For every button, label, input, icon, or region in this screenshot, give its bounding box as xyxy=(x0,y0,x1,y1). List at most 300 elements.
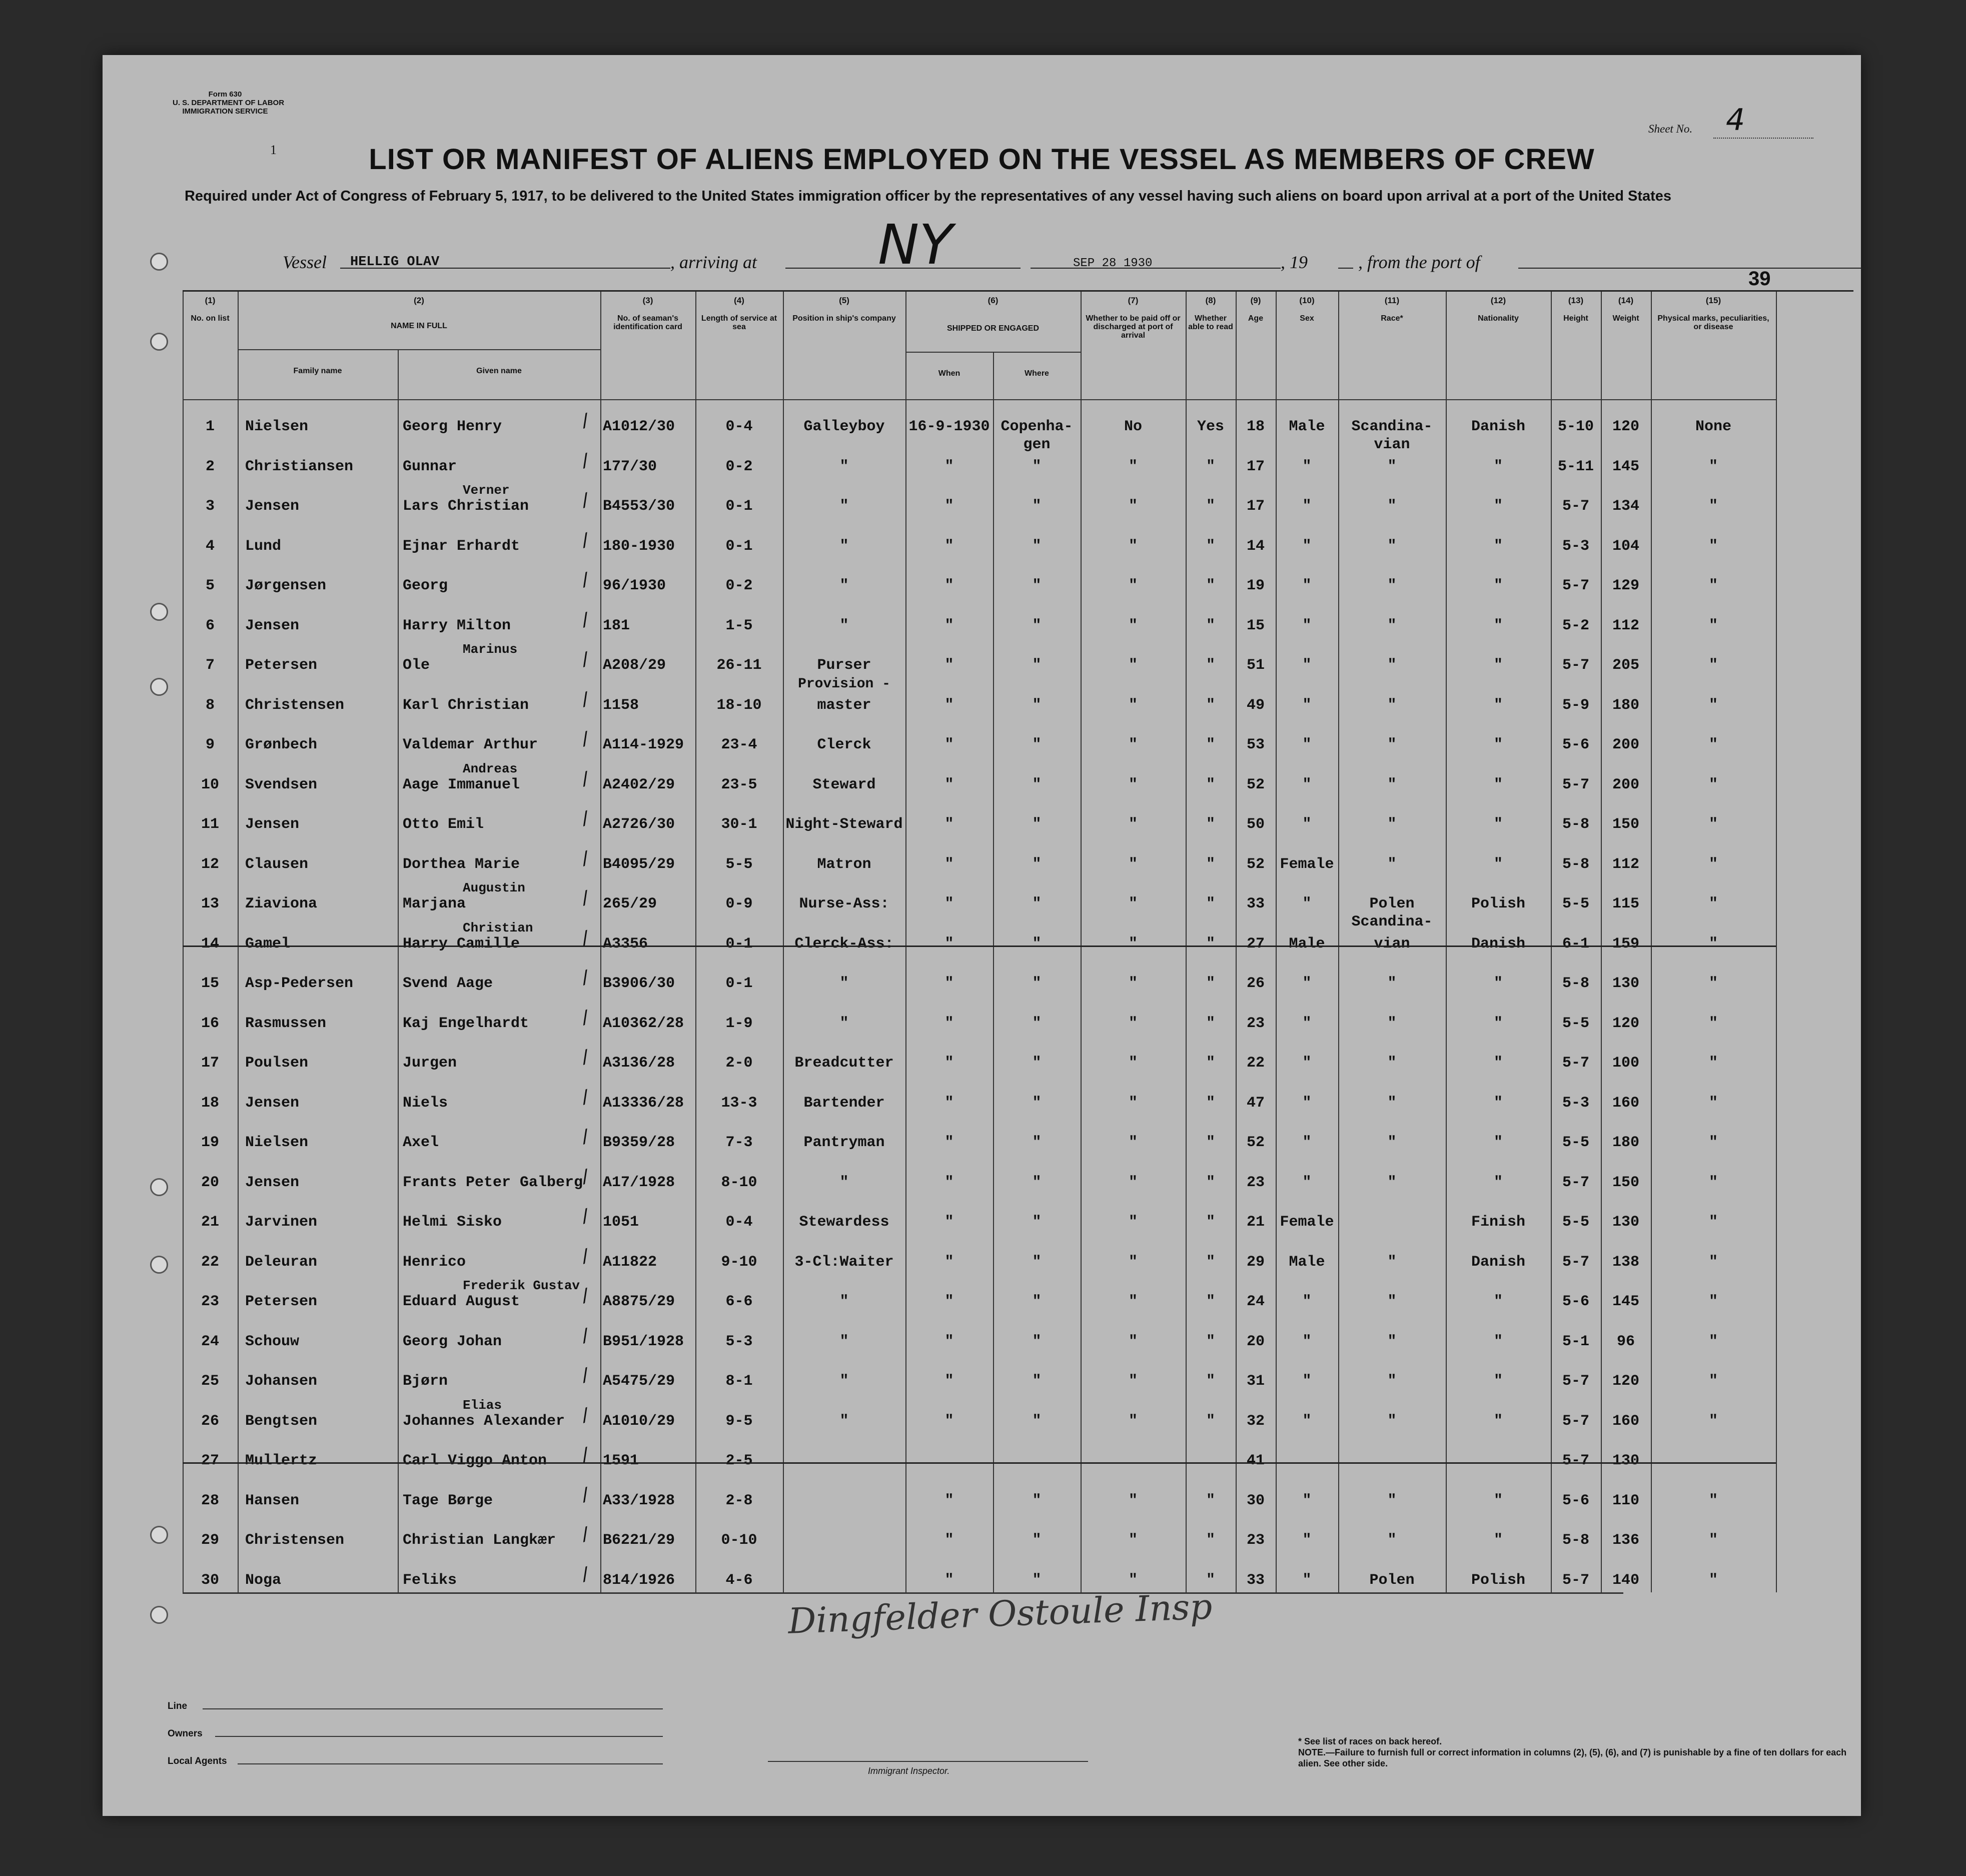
row-nationality: " xyxy=(1493,736,1503,753)
row-weight: 145 xyxy=(1612,1293,1639,1310)
row-age: 20 xyxy=(1246,1333,1265,1350)
row-where: " xyxy=(1032,736,1042,753)
row-when: " xyxy=(944,1094,954,1112)
row-family: Hansen xyxy=(245,1492,300,1509)
row-family: Deleuran xyxy=(245,1253,318,1271)
row-read: " xyxy=(1206,1571,1215,1589)
footer-agents-label: Local Agents xyxy=(168,1756,227,1766)
row-service: 0-2 xyxy=(725,458,753,475)
row-position: " xyxy=(839,458,849,475)
row-service: 23-4 xyxy=(721,736,757,753)
row-marks: " xyxy=(1708,1333,1718,1350)
row-sex: " xyxy=(1302,776,1312,793)
row-marks: " xyxy=(1708,1492,1718,1509)
row-given: Christian Langkær xyxy=(403,1532,556,1549)
row-service: 0-1 xyxy=(725,537,753,555)
row-given: Bjørn xyxy=(403,1373,448,1390)
row-age: 15 xyxy=(1246,617,1265,634)
row-race: Polen xyxy=(1369,1571,1415,1589)
row-family: Gamel xyxy=(245,935,291,953)
row-height: 6-1 xyxy=(1562,935,1589,953)
row-paid: " xyxy=(1128,1094,1138,1112)
row-sex: " xyxy=(1302,816,1312,833)
row-paid: " xyxy=(1128,975,1138,992)
row-marks: " xyxy=(1708,1094,1718,1112)
row-age: 21 xyxy=(1246,1214,1265,1231)
row-race: " xyxy=(1387,577,1397,594)
date-stamp: SEP 28 1930 xyxy=(1073,257,1153,270)
row-nationality: " xyxy=(1493,1333,1503,1350)
row-no: 6 xyxy=(205,617,215,634)
row-read: " xyxy=(1206,1293,1215,1310)
row-age: 50 xyxy=(1246,816,1265,833)
row-when: " xyxy=(944,657,954,674)
name-check-mark: / xyxy=(577,1086,595,1111)
row-weight: 159 xyxy=(1612,935,1639,953)
table-bottom-line xyxy=(183,1592,1623,1594)
row-when: " xyxy=(944,1412,954,1430)
row-height: 5-6 xyxy=(1562,1293,1589,1310)
row-weight: 205 xyxy=(1612,657,1639,674)
row-strikethrough xyxy=(183,946,1776,947)
row-no: 14 xyxy=(201,935,219,953)
row-read: " xyxy=(1206,776,1215,793)
row-service: 0-4 xyxy=(725,418,753,435)
page-title: LIST OR MANIFEST OF ALIENS EMPLOYED ON THE VESSEL AS MEMBERS OF CREW xyxy=(369,143,1595,176)
row-family: Svendsen xyxy=(245,776,318,793)
row-paid: " xyxy=(1128,895,1138,912)
row-paid: " xyxy=(1128,935,1138,953)
row-where: " xyxy=(1032,1174,1042,1191)
row-given: Eduard August xyxy=(403,1293,520,1310)
row-when: " xyxy=(944,895,954,912)
arriving-port: NY xyxy=(878,213,953,277)
row-where: " xyxy=(1032,1253,1042,1271)
row-when: " xyxy=(944,458,954,475)
row-given: Tage Børge xyxy=(403,1492,493,1509)
column-header-c7: Whether to be paid off or discharged at port of arrival xyxy=(1086,314,1181,340)
name-check-mark: / xyxy=(577,1524,595,1548)
column-number: (8) xyxy=(1205,296,1216,305)
row-race: Scandina- xyxy=(1351,418,1433,435)
row-read: " xyxy=(1206,617,1215,634)
column-header-c9: Age xyxy=(1248,314,1264,323)
row-race: " xyxy=(1387,1373,1397,1390)
row-marks: " xyxy=(1708,1214,1718,1231)
row-position: Nurse-Ass: xyxy=(799,895,889,912)
row-no: 24 xyxy=(201,1333,219,1350)
row-position: Clerck-Ass: xyxy=(794,935,894,953)
row-no: 10 xyxy=(201,776,219,793)
row-when: " xyxy=(944,537,954,555)
row-read: " xyxy=(1206,1412,1215,1430)
row-position: " xyxy=(839,1174,849,1191)
row-sex: Female xyxy=(1280,855,1334,873)
row-when: " xyxy=(944,1055,954,1072)
row-nationality: " xyxy=(1493,458,1503,475)
row-family: Asp-Pedersen xyxy=(245,975,354,992)
shipped-when-header: When xyxy=(938,369,960,378)
row-race: " xyxy=(1387,1492,1397,1509)
row-sex: Male xyxy=(1289,935,1325,953)
row-card: 181 xyxy=(603,617,630,634)
row-read: " xyxy=(1206,736,1215,753)
row-paid: " xyxy=(1128,1214,1138,1231)
row-family: Rasmussen xyxy=(245,1015,327,1032)
row-age: 52 xyxy=(1246,776,1265,793)
row-no: 26 xyxy=(201,1412,219,1430)
from-port-line xyxy=(1518,248,1868,269)
row-nationality: " xyxy=(1493,1055,1503,1072)
row-age: 19 xyxy=(1246,577,1265,594)
row-weight: 96 xyxy=(1616,1333,1635,1350)
row-position: Stewardess xyxy=(799,1214,889,1231)
row-where: " xyxy=(1032,1134,1042,1151)
column-header-c11: Race* xyxy=(1381,314,1403,323)
row-sex: " xyxy=(1302,458,1312,475)
row-where: " xyxy=(1032,696,1042,714)
row-where: " xyxy=(1032,1492,1042,1509)
shipped-when-where-divider xyxy=(993,352,994,1592)
column-number: (11) xyxy=(1384,296,1400,305)
row-marks: " xyxy=(1708,895,1718,912)
row-nationality: " xyxy=(1493,1373,1503,1390)
row-card: A8875/29 xyxy=(603,1293,675,1310)
row-no: 23 xyxy=(201,1293,219,1310)
name-check-mark: / xyxy=(577,1563,595,1588)
row-card: B4553/30 xyxy=(603,498,675,515)
vessel-label: Vessel xyxy=(283,252,327,272)
column-number: (9) xyxy=(1250,296,1261,305)
row-read: " xyxy=(1206,1015,1215,1032)
name-check-mark: / xyxy=(577,967,595,992)
row-given: Valdemar Arthur xyxy=(403,736,538,753)
row-when: " xyxy=(944,736,954,753)
row-no: 11 xyxy=(201,816,219,833)
row-paid: No xyxy=(1124,418,1142,435)
row-where: " xyxy=(1032,498,1042,515)
row-marks: " xyxy=(1708,1253,1718,1271)
row-given: Georg Henry xyxy=(403,418,502,435)
row-nationality: " xyxy=(1493,696,1503,714)
row-age: 22 xyxy=(1246,1055,1265,1072)
row-when: " xyxy=(944,1174,954,1191)
row-no: 19 xyxy=(201,1134,219,1151)
row-where: " xyxy=(1032,458,1042,475)
row-card: A1012/30 xyxy=(603,418,675,435)
name-check-mark: / xyxy=(577,569,595,594)
row-nationality: Polish xyxy=(1471,895,1526,912)
row-paid: " xyxy=(1128,1055,1138,1072)
row-position: " xyxy=(839,1015,849,1032)
row-family: Ziaviona xyxy=(245,895,318,912)
row-where: Copenha- xyxy=(1001,418,1073,435)
sheet-number-value: 4 xyxy=(1726,103,1745,138)
row-weight: 115 xyxy=(1612,895,1639,912)
name-check-mark: / xyxy=(577,450,595,475)
row-marks: " xyxy=(1708,1532,1718,1549)
row-card: A114-1929 xyxy=(603,736,684,753)
row-marks: " xyxy=(1708,776,1718,793)
row-where: " xyxy=(1032,895,1042,912)
given-name-header: Given name xyxy=(476,367,522,375)
name-check-mark: / xyxy=(577,768,595,793)
row-card: B6221/29 xyxy=(603,1532,675,1549)
binder-hole xyxy=(150,333,168,351)
column-number: (12) xyxy=(1490,296,1506,305)
row-when: " xyxy=(944,1293,954,1310)
row-when: " xyxy=(944,975,954,992)
row-marks: " xyxy=(1708,577,1718,594)
row-paid: " xyxy=(1128,657,1138,674)
shipped-where-header: Where xyxy=(1025,369,1049,378)
row-card: A13336/28 xyxy=(603,1094,684,1112)
row-sex: " xyxy=(1302,1134,1312,1151)
row-service: 30-1 xyxy=(721,816,757,833)
row-paid: " xyxy=(1128,1532,1138,1549)
row-weight: 140 xyxy=(1612,1571,1639,1589)
row-nationality: " xyxy=(1493,816,1503,833)
row-family: Mullertz xyxy=(245,1452,318,1469)
row-where: " xyxy=(1032,1532,1042,1549)
row-height: 5-7 xyxy=(1562,1055,1589,1072)
row-race: " xyxy=(1387,1094,1397,1112)
row-read: " xyxy=(1206,696,1215,714)
row-service: 5-5 xyxy=(725,855,753,873)
row-weight: 134 xyxy=(1612,498,1639,515)
row-weight: 130 xyxy=(1612,1452,1639,1469)
row-age: 18 xyxy=(1246,418,1265,435)
inspector-signature-line xyxy=(768,1761,1088,1762)
row-no: 20 xyxy=(201,1174,219,1191)
row-given-extra: Verner xyxy=(463,483,510,498)
row-service: 5-3 xyxy=(725,1333,753,1350)
row-card: B951/1928 xyxy=(603,1333,684,1350)
name-subheader-divider xyxy=(238,349,600,350)
row-position: Pantryman xyxy=(803,1134,885,1151)
row-sex: Male xyxy=(1289,418,1325,435)
row-age: 47 xyxy=(1246,1094,1265,1112)
row-position: Clerck xyxy=(817,736,871,753)
row-service: 8-10 xyxy=(721,1174,757,1191)
row-race: " xyxy=(1387,458,1397,475)
row-age: 32 xyxy=(1246,1412,1265,1430)
row-where: " xyxy=(1032,1015,1042,1032)
column-divider xyxy=(238,292,239,1592)
name-check-mark: / xyxy=(577,1126,595,1151)
row-family: Lund xyxy=(245,537,282,555)
row-given: Karl Christian xyxy=(403,696,529,714)
row-card: 265/29 xyxy=(603,895,657,912)
row-no: 4 xyxy=(205,537,215,555)
row-read: " xyxy=(1206,498,1215,515)
row-card: B9359/28 xyxy=(603,1134,675,1151)
row-weight: 180 xyxy=(1612,1134,1639,1151)
row-where: " xyxy=(1032,1373,1042,1390)
column-header-c4: Length of service at sea xyxy=(701,314,777,331)
row-family: Jensen xyxy=(245,1174,300,1191)
column-header-c1: No. on list xyxy=(191,314,230,323)
header-divider xyxy=(183,399,1776,400)
row-when: 16-9-1930 xyxy=(908,418,990,435)
footer-owners-field xyxy=(215,1736,663,1737)
row-card: 1591 xyxy=(603,1452,639,1469)
row-weight: 145 xyxy=(1612,458,1639,475)
row-position: " xyxy=(839,617,849,634)
row-read: " xyxy=(1206,1055,1215,1072)
row-height: 5-7 xyxy=(1562,1373,1589,1390)
row-paid: " xyxy=(1128,816,1138,833)
row-service: 1-5 xyxy=(725,617,753,634)
row-read: " xyxy=(1206,855,1215,873)
row-sex: " xyxy=(1302,657,1312,674)
row-height: 5-6 xyxy=(1562,736,1589,753)
name-check-mark: / xyxy=(577,1166,595,1191)
row-paid: " xyxy=(1128,1015,1138,1032)
row-card: 1158 xyxy=(603,696,639,714)
row-card: A1010/29 xyxy=(603,1412,675,1430)
row-family: Jørgensen xyxy=(245,577,327,594)
name-check-mark: / xyxy=(577,927,595,952)
form-number: Form 630 xyxy=(208,90,242,99)
row-strikethrough xyxy=(183,1462,1776,1464)
row-weight: 150 xyxy=(1612,1174,1639,1191)
row-marks: None xyxy=(1695,418,1731,435)
row-weight: 120 xyxy=(1612,1373,1639,1390)
row-given: Axel xyxy=(403,1134,439,1151)
row-weight: 110 xyxy=(1612,1492,1639,1509)
row-where: " xyxy=(1032,657,1042,674)
row-given: Frants Peter Galberg xyxy=(403,1174,583,1191)
row-read: " xyxy=(1206,1214,1215,1231)
row-marks: " xyxy=(1708,458,1718,475)
row-nationality: " xyxy=(1493,617,1503,634)
row-given: Georg Johan xyxy=(403,1333,502,1350)
row-marks: " xyxy=(1708,1373,1718,1390)
row-no: 16 xyxy=(201,1015,219,1032)
row-height: 5-7 xyxy=(1562,657,1589,674)
row-age: 52 xyxy=(1246,855,1265,873)
row-nationality: Polish xyxy=(1471,1571,1526,1589)
row-card: B3906/30 xyxy=(603,975,675,992)
row-given-extra: Andreas xyxy=(463,761,518,776)
row-given: Marjana xyxy=(403,895,466,912)
row-no: 30 xyxy=(201,1571,219,1589)
row-sex: " xyxy=(1302,975,1312,992)
row-weight: 130 xyxy=(1612,975,1639,992)
row-when: " xyxy=(944,1532,954,1549)
row-race-extra: vian xyxy=(1374,436,1410,453)
row-race: " xyxy=(1387,1293,1397,1310)
row-nationality: " xyxy=(1493,1532,1503,1549)
row-read: " xyxy=(1206,1253,1215,1271)
row-when: " xyxy=(944,776,954,793)
row-card: 180-1930 xyxy=(603,537,675,555)
row-race: " xyxy=(1387,1532,1397,1549)
row-race: " xyxy=(1387,696,1397,714)
row-paid: " xyxy=(1128,458,1138,475)
row-card: A2402/29 xyxy=(603,776,675,793)
row-where: " xyxy=(1032,1293,1042,1310)
row-when: " xyxy=(944,617,954,634)
row-family: Grønbech xyxy=(245,736,318,753)
row-given-extra: Augustin xyxy=(463,880,525,895)
row-race: " xyxy=(1387,975,1397,992)
row-age: 26 xyxy=(1246,975,1265,992)
row-family: Petersen xyxy=(245,1293,318,1310)
row-where: " xyxy=(1032,855,1042,873)
name-check-mark: / xyxy=(577,1245,595,1270)
row-given-extra: Marinus xyxy=(463,642,518,657)
row-card: A11822 xyxy=(603,1253,657,1271)
row-weight: 112 xyxy=(1612,855,1639,873)
row-sex: " xyxy=(1302,577,1312,594)
row-service: 4-6 xyxy=(725,1571,753,1589)
name-check-mark: / xyxy=(577,1047,595,1071)
row-weight: 160 xyxy=(1612,1412,1639,1430)
row-given: Georg xyxy=(403,577,448,594)
family-given-divider xyxy=(398,349,399,1592)
row-age: 27 xyxy=(1246,935,1265,953)
row-family: Noga xyxy=(245,1571,282,1589)
row-paid: " xyxy=(1128,1174,1138,1191)
row-height: 5-9 xyxy=(1562,696,1589,714)
row-service: 0-1 xyxy=(725,935,753,953)
row-family: Poulsen xyxy=(245,1055,309,1072)
row-no: 25 xyxy=(201,1373,219,1390)
row-service: 9-10 xyxy=(721,1253,757,1271)
row-position: Night-Steward xyxy=(785,816,903,833)
row-paid: " xyxy=(1128,1134,1138,1151)
row-sex: " xyxy=(1302,1055,1312,1072)
row-service: 26-11 xyxy=(716,657,762,674)
row-where: " xyxy=(1032,537,1042,555)
row-marks: " xyxy=(1708,1412,1718,1430)
row-read: " xyxy=(1206,895,1215,912)
row-nationality: Danish xyxy=(1471,1253,1526,1271)
row-sex: " xyxy=(1302,617,1312,634)
row-family: Nielsen xyxy=(245,418,309,435)
family-name-header: Family name xyxy=(293,367,342,375)
row-read: " xyxy=(1206,975,1215,992)
name-check-mark: / xyxy=(577,1206,595,1230)
row-family: Petersen xyxy=(245,657,318,674)
row-position: master xyxy=(817,696,871,714)
row-weight: 104 xyxy=(1612,537,1639,555)
row-height: 5-5 xyxy=(1562,895,1589,912)
row-paid: " xyxy=(1128,577,1138,594)
row-where: " xyxy=(1032,816,1042,833)
name-check-mark: / xyxy=(577,490,595,514)
row-service: 8-1 xyxy=(725,1373,753,1390)
row-race: " xyxy=(1387,537,1397,555)
row-age: 30 xyxy=(1246,1492,1265,1509)
row-age: 41 xyxy=(1246,1452,1265,1469)
column-header-c3: No. of seaman's identification card xyxy=(613,314,682,331)
from-port-label: , from the port of xyxy=(1358,252,1480,272)
row-card: A3136/28 xyxy=(603,1055,675,1072)
row-card: A33/1928 xyxy=(603,1492,675,1509)
row-race: " xyxy=(1387,1253,1397,1271)
row-position: " xyxy=(839,1333,849,1350)
row-nationality: " xyxy=(1493,1492,1503,1509)
column-header-c10: Sex xyxy=(1300,314,1314,323)
row-no: 12 xyxy=(201,855,219,873)
row-read: " xyxy=(1206,577,1215,594)
row-no: 18 xyxy=(201,1094,219,1112)
row-card: A208/29 xyxy=(603,657,666,674)
row-service: 18-10 xyxy=(716,696,762,714)
